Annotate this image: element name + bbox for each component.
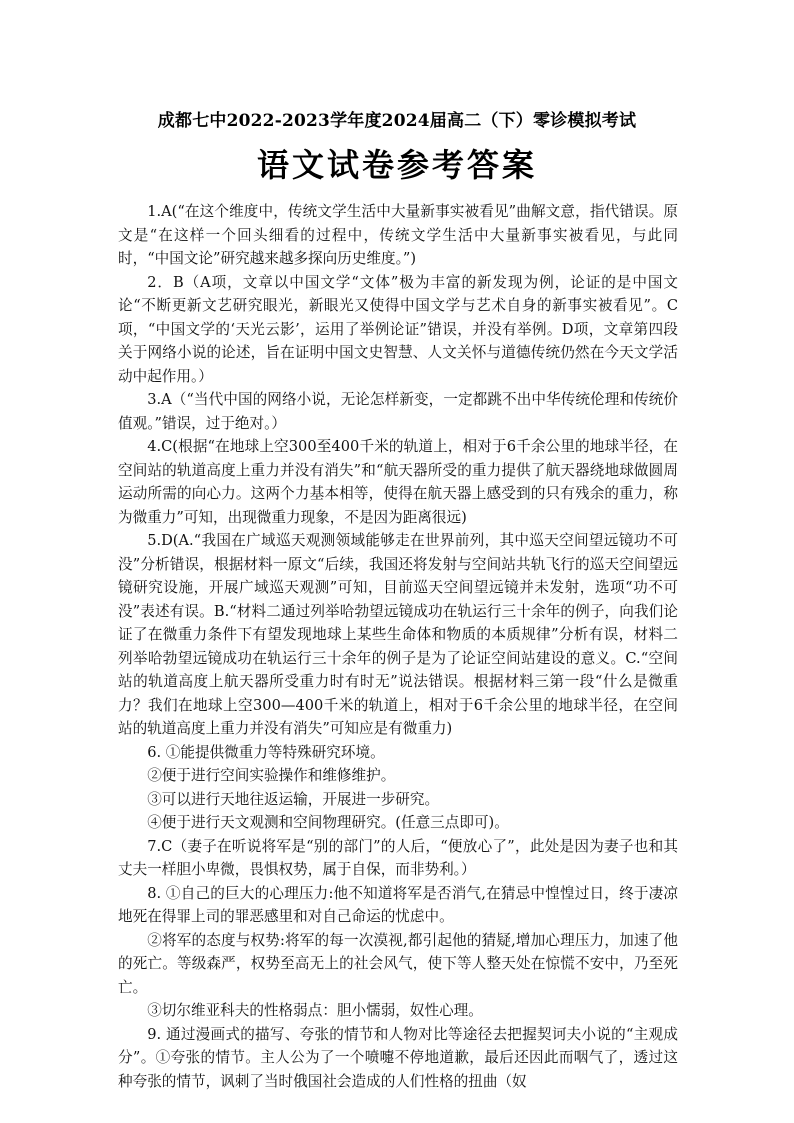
exam-subtitle: 成都七中2022-2023学年度2024届高二（下）零诊模拟考试 xyxy=(157,111,637,131)
answer-paragraph: ③切尔维亚科夫的性格弱点：胆小懦弱，奴性心理。 xyxy=(147,1002,483,1019)
answer-paragraph: ④便于进行天文观测和空间物理研究。(任意三点即可)。 xyxy=(147,814,509,831)
answer-paragraph: 6. ①能提供微重力等特殊研究环境。 xyxy=(147,743,385,761)
answer-paragraph: 2．B（A项，文章以中国文学“文体”极为丰富的新发现为例，论证的是中国文论“不断更新文艺研究眼光，新眼光又使得中国文学与艺术自身的新事实被看见”。C项，“中国文学的‘天光云影’，运用了举例论证”错误，并没有举例。D项，文章第四段关于网络小说的论述，旨在证明中国文史智慧、人文关怀与道德传统仍然在今天文学活动中起作用。） xyxy=(118,273,678,385)
answer-paragraph: 1.A(“在这个维度中，传统文学生活中大量新事实被看见”曲解文意，指代错误。原文是“在这样一个回头细看的过程中，传统文学生活中大量新事实被看见，与此同时，“中国文论”研究越来越多探向历史维度。”) xyxy=(118,203,678,267)
answer-paragraph: 8. ①自己的巨大的心理压力:他不知道将军是否消气,在猜忌中惶惶过日，终于凄凉地死在得罪上司的罪恶感里和对自己命运的忧虑中。 xyxy=(118,884,678,925)
answer-body xyxy=(118,200,678,1093)
page-title: 语文试卷参考答案 xyxy=(256,146,537,184)
answer-paragraph: ②将军的态度与权势:将军的每一次漠视,都引起他的猜疑,增加心理压力，加速了他的死亡。等级森严，权势至高无上的社会风气，使下等人整天处在惊慌不安中，乃至死亡。 xyxy=(118,931,678,996)
answer-paragraph: 3.A（“当代中国的网络小说，无论怎样新变，一定都跳不出中华传统伦理和传统价值观。”错误，过于绝对。） xyxy=(118,391,678,432)
answer-paragraph: ②便于进行空间实验操作和维修维护。 xyxy=(147,767,396,784)
answer-paragraph: 9. 通过漫画式的描写、夸张的情节和人物对比等途径去把握契诃夫小说的“主观成分”。①夸张的情节。主人公为了一个喷嚏不停地道歉，最后还因此而咽气了，透过这种夸张的情节，讽刺了当时俄国社会造成的人们性格的扭曲（奴 xyxy=(118,1025,678,1090)
answer-paragraph: 4.C(根据“在地球上空300至400千米的轨道上，相对于6千余公里的地球半径，在空间站的轨道高度上重力并没有消失”和“航天器所受的重力提供了航天器绕地球做圆周运动所需的向心力。这两个力基本相等，使得在航天器上感受到的只有残余的重力，称为微重力”可知，出现微重力现象，不是因为距离很远) xyxy=(118,438,678,526)
answer-paragraph: 5.D(A.“我国在广域巡天观测领域能够走在世界前列，其中巡天空间望远镜功不可没”分析错误，根据材料一原文“后续，我国还将发射与空间站共轨飞行的巡天空间望远镜研究设施，开展广域巡天观测”可知，目前巡天空间望远镜并未发射，选项“功不可没”表述有误。B.“材料二通过列举哈勃望远镜成功在轨运行三十余年的例子，向我们论证了在微重力条件下有望发现地球上某些生命体和物质的本质规律”分析有误，材料二列举哈勃望远镜成功在轨运行三十余年的例子是为了论证空间站建设的意义。C.“空间站的轨道高度上航天器所受重力时有时无”说法错误。根据材料三第一段“什么是微重力？我们在地球上空300—400千米的轨道上，相对于6千余公里的地球半径，在空间站的轨道高度上重力并没有消失”可知应是有微重力) xyxy=(118,532,678,737)
answer-paragraph: ③可以进行天地往返运输，开展进一步研究。 xyxy=(147,790,440,808)
answer-paragraph: 7.C（妻子在听说将军是“别的部门”的人后，“便放心了”，此处是因为妻子也和其丈夫一样胆小卑微，畏惧权势，属于自保，而非势利。） xyxy=(118,837,678,878)
